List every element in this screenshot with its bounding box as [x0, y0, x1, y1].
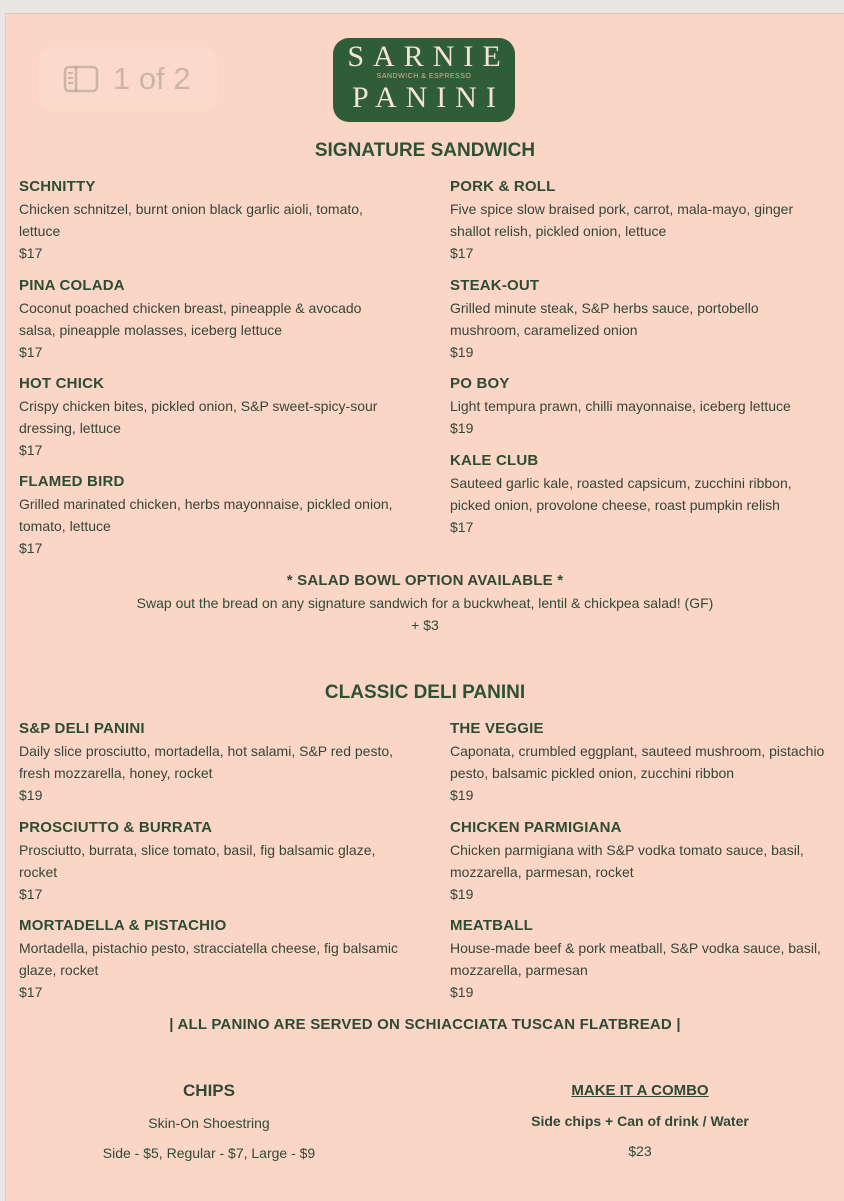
chips-prices: Side - $5, Regular - $7, Large - $9 — [102, 1145, 316, 1161]
item-name: PORK & ROLL — [450, 178, 556, 195]
menu-item — [19, 915, 399, 1003]
item-name: MEATBALL — [450, 917, 533, 934]
item-description: Grilled marinated chicken, herbs mayonnaise, pickled onion, tomato, lettuce — [19, 496, 393, 534]
item-price: $19 — [450, 787, 474, 803]
item-name: CHICKEN PARMIGIANA — [450, 819, 622, 836]
logo-word-bottom: PANINI — [352, 81, 505, 114]
chips-section — [59, 1081, 359, 1161]
combo-price: $23 — [628, 1143, 652, 1159]
chips-subtitle: Skin-On Shoestring — [148, 1115, 270, 1131]
brand-logo — [333, 38, 515, 122]
item-name: KALE CLUB — [450, 452, 539, 469]
item-price: $19 — [450, 344, 474, 360]
salad-note-title: * SALAD BOWL OPTION AVAILABLE * — [286, 572, 564, 589]
menu-item — [19, 718, 399, 806]
menu-item — [450, 915, 830, 1003]
item-name: MORTADELLA & PISTACHIO — [19, 917, 227, 934]
combo-text: Side chips + Can of drink / Water — [531, 1113, 749, 1129]
menu-page — [6, 13, 844, 1201]
item-price: $17 — [450, 245, 474, 261]
item-price: $17 — [19, 540, 43, 556]
flatbread-note-text: | ALL PANINO ARE SERVED ON SCHIACCIATA TUSCAN FLATBREAD | — [169, 1016, 681, 1033]
signature-heading: SIGNATURE SANDWICH — [314, 140, 536, 161]
item-price: $19 — [450, 886, 474, 902]
item-description: Grilled minute steak, S&P herbs sauce, portobello mushroom, caramelized onion — [450, 300, 759, 338]
salad-note-text: Swap out the bread on any signature sandwich for a buckwheat, lentil & chickpea salad! (GF) — [136, 595, 714, 611]
item-name: STEAK-OUT — [450, 277, 540, 294]
item-description: Prosciutto, burrata, slice tomato, basil, fig balsamic glaze, rocket — [19, 842, 376, 880]
item-description: Caponata, crumbled eggplant, sauteed mushroom, pistachio pesto, balsamic pickled onion, zucchini ribbon — [450, 743, 825, 781]
item-description: Sauteed garlic kale, roasted capsicum, zucchini ribbon, picked onion, provolone cheese, roast pumpkin relish — [450, 475, 792, 513]
item-name: PROSCIUTTO & BURRATA — [19, 819, 213, 836]
salad-note-price: + $3 — [411, 617, 439, 633]
item-price: $17 — [19, 344, 43, 360]
item-name: S&P DELI PANINI — [19, 720, 145, 737]
menu-item — [19, 373, 399, 461]
page-indicator-label: 1 of 2 — [113, 61, 191, 96]
item-name: PINA COLADA — [19, 277, 125, 294]
item-description: Chicken parmigiana with S&P vodka tomato sauce, basil, mozzarella, parmesan, rocket — [450, 842, 804, 880]
item-description: Light tempura prawn, chilli mayonnaise, iceberg lettuce — [450, 398, 791, 414]
menu-item — [450, 817, 830, 905]
item-name: FLAMED BIRD — [19, 473, 125, 490]
item-description: House-made beef & pork meatball, S&P vodka sauce, basil, mozzarella, parmesan — [450, 940, 821, 978]
item-name: PO BOY — [450, 375, 510, 392]
sidebar-toggle-icon[interactable] — [63, 65, 99, 93]
menu-item — [450, 176, 830, 264]
menu-item — [450, 450, 830, 538]
item-price: $19 — [450, 420, 474, 436]
flatbread-note — [6, 1014, 844, 1036]
menu-item — [450, 718, 830, 806]
combo-title: MAKE IT A COMBO — [571, 1082, 709, 1099]
item-price: $19 — [450, 984, 474, 1000]
menu-item — [19, 471, 399, 559]
item-price: $17 — [19, 245, 43, 261]
item-description: Daily slice prosciutto, mortadella, hot salami, S&P red pesto, fresh mozzarella, honey, rocket — [19, 743, 394, 781]
menu-item — [19, 817, 399, 905]
chips-title: CHIPS — [183, 1081, 235, 1100]
item-price: $17 — [19, 442, 43, 458]
logo-word-top: SARNIE — [347, 40, 510, 73]
menu-item — [19, 176, 399, 264]
combo-section — [490, 1082, 790, 1159]
salad-note — [6, 570, 844, 636]
item-price: $17 — [19, 886, 43, 902]
item-description: Coconut poached chicken breast, pineapple & avocado salsa, pineapple molasses, iceberg lettuce — [19, 300, 362, 338]
item-description: Chicken schnitzel, burnt onion black garlic aioli, tomato, lettuce — [19, 201, 363, 239]
menu-item — [450, 373, 830, 439]
item-description: Mortadella, pistachio pesto, stracciatella cheese, fig balsamic glaze, rocket — [19, 940, 398, 978]
item-price: $19 — [19, 787, 43, 803]
item-description: Five spice slow braised pork, carrot, mala-mayo, ginger shallot relish, pickled onion, lettuce — [450, 201, 794, 239]
item-price: $17 — [450, 519, 474, 535]
item-name: SCHNITTY — [19, 178, 96, 195]
logo-tagline: SANDWICH & ESPRESSO — [376, 73, 472, 80]
item-description: Crispy chicken bites, pickled onion, S&P sweet-spicy-sour dressing, lettuce — [19, 398, 378, 436]
page-indicator[interactable] — [39, 47, 217, 111]
deli-heading: CLASSIC DELI PANINI — [324, 682, 526, 703]
item-name: HOT CHICK — [19, 375, 105, 392]
menu-item — [19, 275, 399, 363]
item-price: $17 — [19, 984, 43, 1000]
item-name: THE VEGGIE — [450, 720, 544, 737]
menu-item — [450, 275, 830, 363]
